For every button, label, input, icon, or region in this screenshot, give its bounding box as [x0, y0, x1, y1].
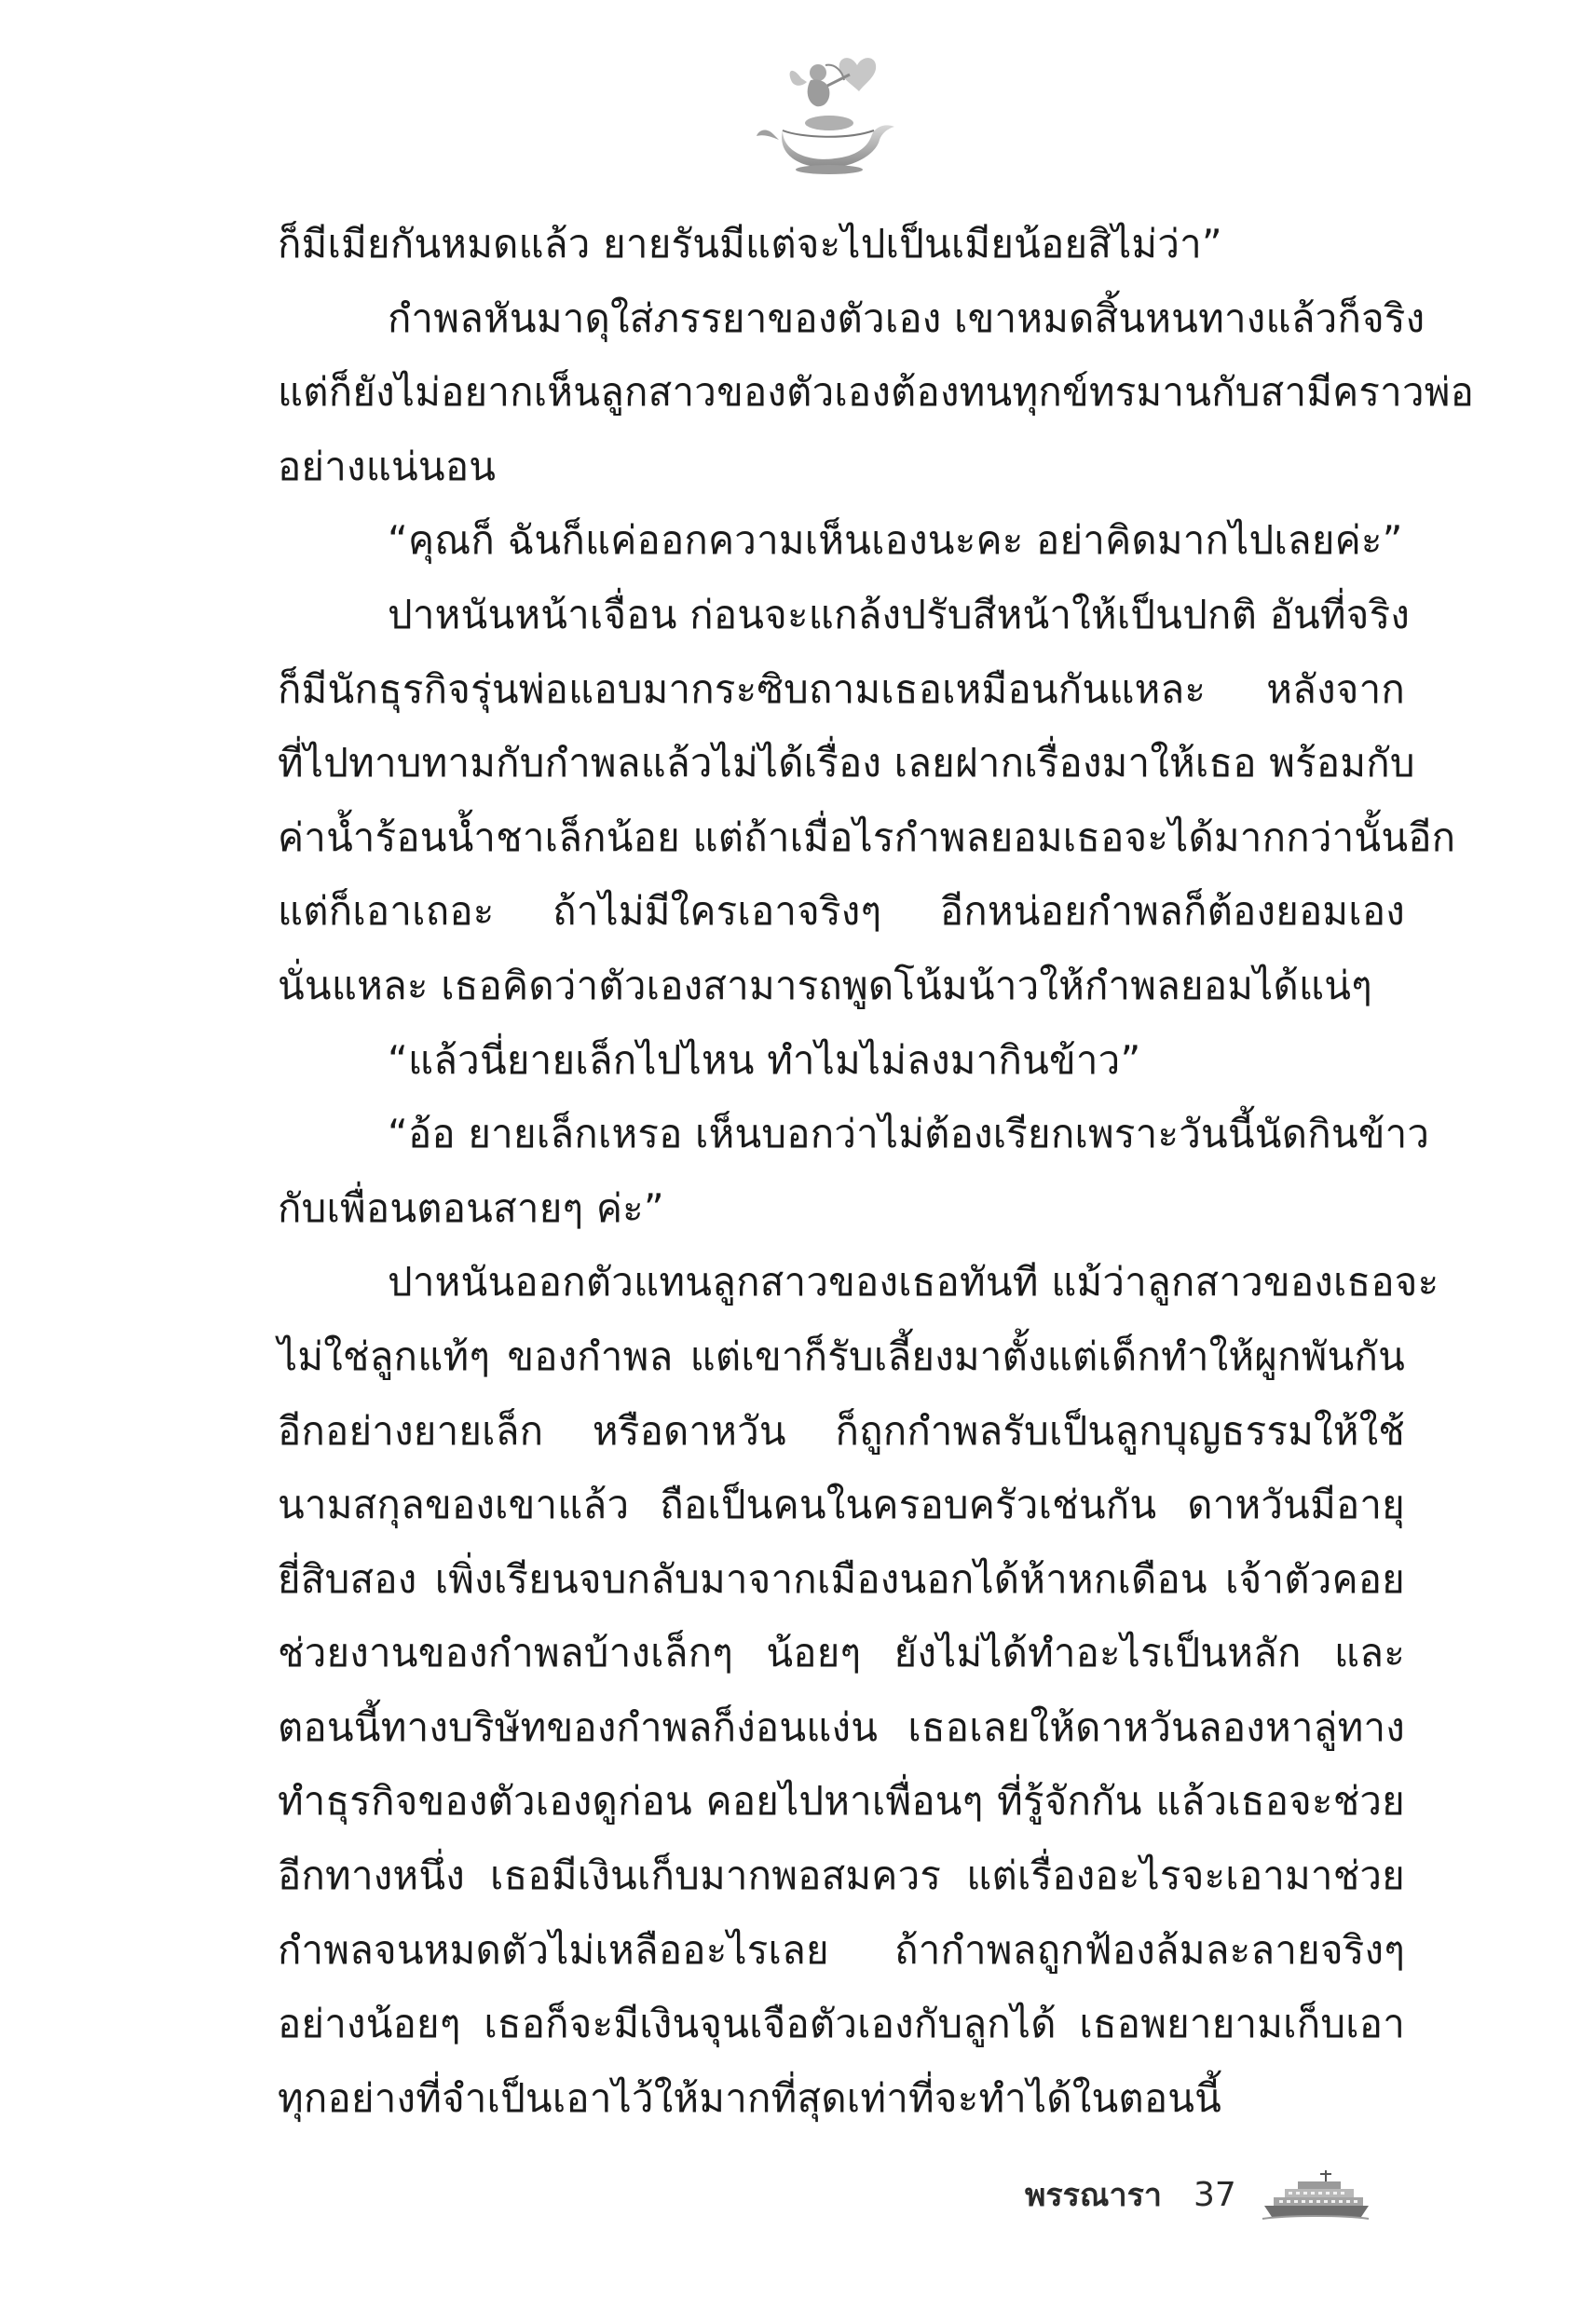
text-line: ตอนนี้ทางบริษัทของกำพลก็ง่อนแง่น เธอเลยให้ดาหวันลองหาลู่ทาง [278, 1703, 1405, 1750]
text-line: ปาหนันหน้าเจื่อน ก่อนจะแกล้งปรับสีหน้าให้เป็นปกติ อันที่จริง [388, 591, 1411, 637]
text-line: ก็มีเมียกันหมดแล้ว ยายรันมีแต่จะไปเป็นเมียน้อยสิไม่ว่า” [278, 221, 1222, 267]
text-line: กำพลจนหมดตัวไม่เหลืออะไรเลย ถ้ากำพลถูกฟ้องล้มละลายจริงๆ [278, 1926, 1405, 1973]
text-line: “แล้วนี่ยายเล็กไปไหน ทำไมไม่ลงมากินข้าว” [388, 1036, 1141, 1083]
page-footer [1025, 2167, 1371, 2222]
text-line: นั่นแหละ เธอคิดว่าตัวเองสามารถพูดโน้มน้าวให้กำพลยอมได้แน่ๆ [278, 962, 1372, 1008]
text-line: แต่ก็ยังไม่อยากเห็นลูกสาวของตัวเองต้องทนทุกข์ทรมานกับสามีคราวพ่อ [278, 369, 1475, 416]
text-line: ที่ไปทาบทามกับกำพลแล้วไม่ได้เรื่อง เลยฝากเรื่องมาให้เธอ พร้อมกับ [278, 740, 1415, 786]
text-line: ยี่สิบสอง เพิ่งเรียนจบกลับมาจากเมืองนอกได้ห้าหกเดือน เจ้าตัวคอย [278, 1555, 1405, 1602]
text-line: ช่วยงานของกำพลบ้างเล็กๆ น้อยๆ ยังไม่ได้ทำอะไรเป็นหลัก และ [278, 1630, 1405, 1676]
text-line: อีกทางหนึ่ง เธอมีเงินเก็บมากพอสมควร แต่เรื่องอะไรจะเอามาช่วย [278, 1853, 1405, 1899]
text-line: กำพลหันมาดุใส่ภรรยาของตัวเอง เขาหมดสิ้นหนทางแล้วก็จริง [388, 294, 1425, 341]
text-line: กับเพื่อนตอนสายๆ ค่ะ” [278, 1184, 664, 1231]
text-line: ปาหนันออกตัวแทนลูกสาวของเธอทันที แม้ว่าลูกสาวของเธอจะ [388, 1259, 1439, 1306]
text-line: ทำธุรกิจของตัวเองดูก่อน คอยไปหาเพื่อนๆ ที่รู้จักกัน แล้วเธอจะช่วย [278, 1778, 1405, 1825]
text-line: ก็มีนักธุรกิจรุ่นพ่อแอบมากระซิบถามเธอเหมือนกันแหละ หลังจาก [278, 665, 1405, 712]
page-number: 37 [1193, 2175, 1236, 2214]
text-line: “คุณก็ ฉันก็แค่ออกความเห็นเองนะคะ อย่าคิดมากไปเลยค่ะ” [388, 517, 1403, 564]
book-title: พรรณารา [1025, 2177, 1162, 2214]
text-line: อย่างน้อยๆ เธอก็จะมีเงินจุนเจือตัวเองกับลูกได้ เธอพยายามเก็บเอา [278, 2001, 1405, 2047]
text-line: ไม่ใช่ลูกแท้ๆ ของกำพล แต่เขาก็รับเลี้ยงมาตั้งแต่เด็กทำให้ผูกพันกัน [278, 1333, 1405, 1379]
ship-icon [1261, 2168, 1371, 2221]
text-line: นามสกุลของเขาแล้ว ถือเป็นคนในครอบครัวเช่นกัน ดาหวันมีอายุ [278, 1482, 1405, 1528]
text-line: แต่ก็เอาเถอะ ถ้าไม่มีใครเอาจริงๆ อีกหน่อยกำพลก็ต้องยอมเอง [278, 888, 1405, 935]
body-text [278, 207, 1475, 2135]
text-line: “อ้อ ยายเล็กเหรอ เห็นบอกว่าไม่ต้องเรียกเพราะวันนี้นัดกินข้าว [388, 1111, 1430, 1157]
text-line: อย่างแน่นอน [278, 443, 497, 489]
lamp-with-cupid-icon [745, 37, 913, 177]
text-line: อีกอย่างยายเล็ก หรือดาหวัน ก็ถูกกำพลรับเป็นลูกบุญธรรมให้ใช้ [278, 1407, 1405, 1454]
text-line: ทุกอย่างที่จำเป็นเอาไว้ให้มากที่สุดเท่าที่จะทำได้ในตอนนี้ [278, 2074, 1222, 2121]
text-line: ค่าน้ำร้อนน้ำชาเล็กน้อย แต่ถ้าเมื่อไรกำพลยอมเธอจะได้มากกว่านั้นอีก [278, 814, 1456, 860]
